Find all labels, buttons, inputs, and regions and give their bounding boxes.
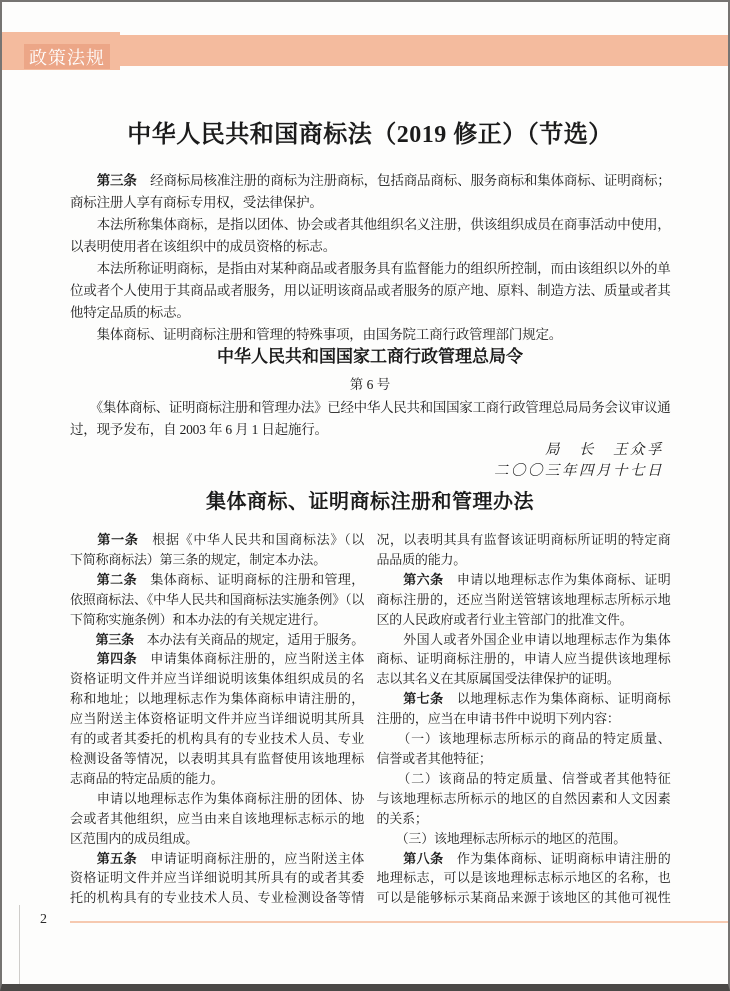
text-line	[70, 170, 670, 192]
text-line	[377, 590, 671, 610]
text-line	[70, 570, 364, 590]
article-number: 第三条	[70, 173, 137, 188]
article-number: 第三条	[70, 631, 134, 647]
line-text: 况，以表明其具有监督该证明商标所证明的特定商	[376, 532, 670, 547]
text-line	[377, 829, 671, 849]
text-line	[377, 849, 671, 869]
text-line	[377, 570, 671, 590]
line-text: 申请集体商标注册的，应当附送主体	[136, 651, 364, 667]
text-line	[70, 829, 364, 849]
text-line	[70, 192, 670, 214]
line-text: 过，现予发布，自 2003 年 6 月 1 日起施行。	[70, 422, 328, 437]
page-number: 2	[40, 912, 47, 927]
line-text: 会或者其他组织，应当由来自该地理标志标示的地	[70, 810, 364, 826]
decree-title: 中华人民共和国国家工商行政管理总局令	[217, 347, 523, 366]
text-line	[377, 610, 671, 630]
text-line	[70, 214, 670, 236]
text-line	[377, 868, 671, 888]
text-line	[70, 868, 364, 888]
text-line	[377, 550, 671, 570]
article-number: 第七条	[376, 691, 444, 707]
line-text: 应当附送主体资格证明文件并应当详细说明其所具	[70, 711, 364, 727]
line-text: 托的机构具有的专业技术人员、专业检测设备等情	[70, 890, 364, 906]
line-text: 信誉或者其他特征；	[376, 750, 492, 766]
line-text: 区的人民政府或者行业主管部门的批准文件。	[376, 611, 633, 627]
article-number: 第一条	[70, 532, 139, 547]
article-number: 第六条	[376, 571, 444, 587]
line-text: 外国人或者外国企业申请以地理标志作为集体	[376, 631, 670, 647]
text-line	[70, 550, 364, 570]
article-number: 第五条	[70, 850, 137, 866]
text-line	[70, 649, 364, 669]
article-number: 第八条	[376, 850, 444, 866]
line-text: 下简称商标法）第三条的规定，制定本办法。	[70, 551, 327, 567]
line-text: 根据《中华人民共和国商标法》（以	[138, 532, 364, 547]
text-line	[377, 789, 671, 809]
text-line	[70, 258, 670, 280]
line-text: 申请证明商标注册的，应当附送主体	[136, 850, 364, 866]
text-line	[377, 630, 671, 650]
line-text: 的关系；	[376, 810, 428, 826]
left-column	[70, 530, 364, 908]
text-line	[377, 749, 671, 769]
text-line	[377, 669, 671, 689]
two-column-body	[70, 530, 670, 908]
line-text: 经商标局核准注册的商标为注册商标，包括商品商标、服务商标和集体商标、证明商标；	[136, 173, 671, 188]
line-text: 本法所称集体商标，是指以团体、协会或者其他组织名义注册，供该组织成员在商事活动中使用，	[70, 217, 670, 232]
line-text: 资格证明文件并应当详细说明该集体组织成员的名	[70, 671, 364, 687]
text-line	[70, 729, 364, 749]
line-text: 地理标志，可以是该地理标志标示地区的名称，也	[376, 870, 670, 886]
text-line	[70, 689, 364, 709]
signature-name: 局 长 王众孚	[545, 442, 664, 458]
text-line	[377, 729, 671, 749]
footer-rule	[70, 921, 728, 923]
line-text: 下简称实施条例）和本办法的有关规定进行。	[70, 611, 327, 627]
text-line	[70, 789, 364, 809]
text-line	[70, 302, 670, 324]
line-text: 本办法有关商品的规定，适用于服务。	[133, 631, 364, 647]
text-line	[70, 530, 364, 550]
text-line	[70, 590, 364, 610]
text-line	[70, 709, 364, 729]
article-number: 第二条	[70, 571, 137, 587]
text-line	[377, 809, 671, 829]
line-text: 可以是能够标示某商品来源于该地区的其他可视性	[376, 890, 670, 906]
line-text: 注册的，应当在申请书件中说明下列内容：	[376, 711, 620, 727]
text-line	[70, 397, 670, 419]
line-text: 以表明使用者在该组织中的成员资格的标志。	[70, 239, 336, 254]
law-excerpt-block	[70, 170, 670, 346]
line-text: 作为集体商标、证明商标申请注册的	[443, 850, 670, 866]
measures-title: 集体商标、证明商标注册和管理办法	[206, 491, 534, 513]
line-text: 申请以地理标志作为集体商标注册的团体、协	[70, 790, 364, 806]
decree-number: 第 6 号	[349, 377, 391, 392]
text-line	[377, 709, 671, 729]
article-number: 第四条	[70, 651, 137, 667]
line-text: 位或者个人使用于其商品或者服务，用以证明该商品或者服务的原产地、原料、制造方法、质量或者其	[70, 283, 670, 298]
decree-block	[70, 397, 670, 441]
line-text: 申请以地理标志作为集体商标、证明	[443, 571, 670, 587]
text-line	[70, 669, 364, 689]
text-line	[70, 769, 364, 789]
section-tab	[24, 44, 110, 69]
line-text: 商标注册的，还应当附送管辖该地理标志所标示地	[376, 591, 670, 607]
text-line	[70, 236, 670, 258]
line-text: 品品质的能力。	[376, 551, 467, 567]
text-line	[70, 630, 364, 650]
line-text: （三）该地理标志所标示的地区的范围。	[376, 830, 627, 846]
line-text: 商标、证明商标注册的，申请人应当提供该地理标	[376, 651, 670, 667]
text-line	[377, 689, 671, 709]
line-text: 称和地址；以地理标志作为集体商标申请注册的，	[70, 691, 364, 707]
line-text: 本法所称证明商标，是指由对某种商品或者服务具有监督能力的组织所控制，而由该组织以外的单	[70, 261, 670, 276]
line-text: 有的或者其委托的机构具有的专业技术人员、专业	[70, 731, 364, 747]
line-text: 以地理标志作为集体商标、证明商标	[443, 691, 670, 707]
text-line	[70, 610, 364, 630]
line-text: 依照商标法、《中华人民共和国商标法实施条例》（以	[70, 591, 364, 607]
line-text: （二）该商品的特定质量、信誉或者其他特征	[376, 770, 670, 786]
text-line	[70, 849, 364, 869]
text-line	[377, 530, 671, 550]
text-line	[70, 809, 364, 829]
scan-artifact-line	[19, 905, 20, 986]
line-text: 检测设备等情况，以表明其具有监督使用该地理标	[70, 750, 364, 766]
line-text: 集体商标、证明商标注册和管理的特殊事项，由国务院工商行政管理部门规定。	[70, 327, 563, 342]
line-text: 与该地理标志所标示的地区的自然因素和人文因素	[376, 790, 670, 806]
line-text: 商标注册人享有商标专用权，受法律保护。	[70, 195, 323, 210]
text-line	[377, 888, 671, 908]
law-title: 中华人民共和国商标法（2019 修正）（节选）	[127, 122, 613, 148]
line-text: 志商品的特定品质的能力。	[70, 770, 224, 786]
line-text: 他特定品质的标志。	[70, 305, 190, 320]
text-line	[70, 749, 364, 769]
line-text: 《集体商标、证明商标注册和管理办法》已经中华人民共和国国家工商行政管理总局局务会议审议通	[70, 400, 670, 415]
line-text: 集体商标、证明商标的注册和管理，	[136, 571, 364, 587]
line-text: （一）该地理标志所标示的商品的特定质量、	[376, 731, 670, 747]
text-line	[377, 769, 671, 789]
line-text: 志以其名义在其原属国受法律保护的证明。	[376, 671, 620, 687]
line-text: 资格证明文件并应当详细说明其所具有的或者其委	[70, 870, 364, 886]
text-line	[377, 649, 671, 669]
signature-date: 二〇〇三年四月十七日	[494, 463, 664, 479]
line-text: 区范围内的成员组成。	[70, 830, 199, 846]
text-line	[70, 888, 364, 908]
text-line	[70, 280, 670, 302]
section-tab-label: 政策法规	[29, 47, 105, 68]
right-column	[377, 530, 671, 908]
